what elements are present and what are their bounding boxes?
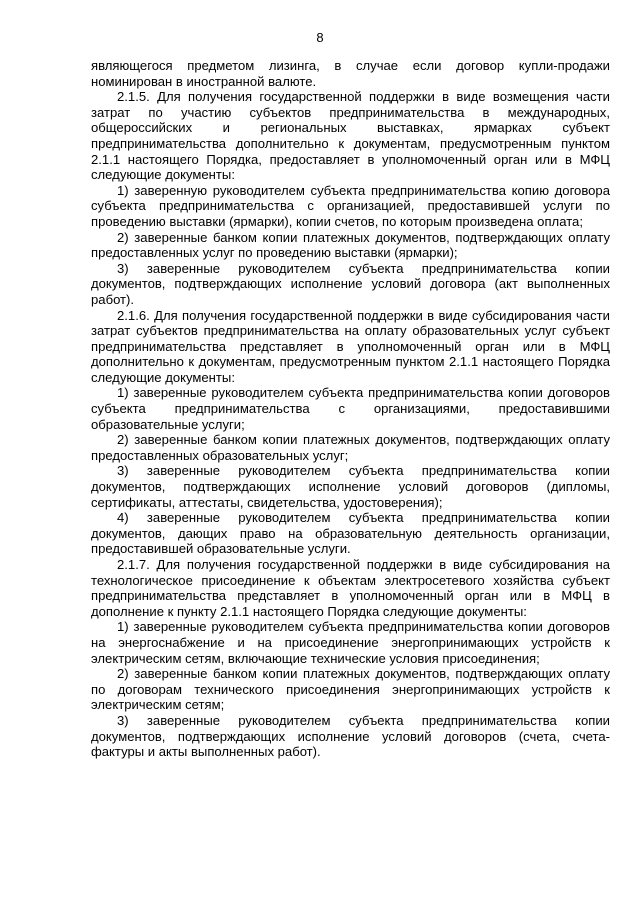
list-item-2-1-5-1: 1) заверенную руководителем субъекта предпринимательства копию договора субъекта предпринимательства с организацией, предоставившей услуги по проведению выставки (ярмарки), копии счетов, по которым произведена оплата; (91, 182, 610, 229)
list-item-2-1-6-2: 2) заверенные банком копии платежных документов, подтверждающих оплату предоставленных образовательных услуг; (91, 432, 610, 463)
list-item-2-1-6-1: 1) заверенные руководителем субъекта предпринимательства копии договоров субъекта предпринимательства с организациями, предоставившими образовательные услуги; (91, 385, 610, 432)
paragraph-2-1-5: 2.1.5. Для получения государственной поддержки в виде возмещения части затрат по участию субъектов предпринимательства в международных, общероссийских и региональных выставках, ярмарках субъект предпринимательства дополнительно к документам, предусмотренным пунктом 2.1.1 настоящего Порядка, предоставляет в уполномоченный орган или в МФЦ следующие документы: (91, 89, 610, 183)
list-item-2-1-7-2: 2) заверенные банком копии платежных документов, подтверждающих оплату по договорам технического присоединения энергопринимающих устройств к электрическим сетям; (91, 666, 610, 713)
list-item-2-1-5-2: 2) заверенные банком копии платежных документов, подтверждающих оплату предоставленных услуг по проведению выставки (ярмарки); (91, 229, 610, 261)
list-item-2-1-5-3: 3) заверенные руководителем субъекта предпринимательства копии документов, подтверждающих исполнение условий договора (акт выполненных работ). (91, 260, 610, 307)
paragraph-continuation: являющегося предметом лизинга, в случае если договор купли-продажи номинирован в иностранной валюте. (91, 58, 610, 89)
paragraph-2-1-7: 2.1.7. Для получения государственной поддержки в виде субсидирования на технологическое присоединение к объектам электросетевого хозяйства субъект предпринимательства представляет в уполномоченный орган или в МФЦ в дополнение к пункту 2.1.1 настоящего Порядка следующие документы: (91, 557, 610, 619)
page-number: 8 (316, 30, 324, 45)
list-item-2-1-6-3: 3) заверенные руководителем субъекта предпринимательства копии документов, подтверждающих исполнение условий договоров (дипломы, сертификаты, аттестаты, свидетельства, удостоверения); (91, 463, 610, 510)
list-item-2-1-7-1: 1) заверенные руководителем субъекта предпринимательства копии договоров на энергоснабжение и на присоединение энергопринимающих устройств к электрическим сетям, включающие технические условия присоединения; (91, 619, 610, 666)
document-body (91, 58, 610, 760)
list-item-2-1-6-4: 4) заверенные руководителем субъекта предпринимательства копии документов, дающих право на образовательную деятельность организации, предоставившей образовательные услуги. (91, 510, 610, 557)
paragraph-2-1-6: 2.1.6. Для получения государственной поддержки в виде субсидирования части затрат субъектов предпринимательства на оплату образовательных услуг субъект предпринимательства представляет в уполномоченный орган или в МФЦ дополнительно к документам, предусмотренным пунктом 2.1.1 настоящего Порядка следующие документы: (91, 307, 610, 385)
list-item-2-1-7-3: 3) заверенные руководителем субъекта предпринимательства копии документов, подтверждающих исполнение условий договоров (счета, счета-фактуры и акты выполненных работ). (91, 712, 610, 760)
